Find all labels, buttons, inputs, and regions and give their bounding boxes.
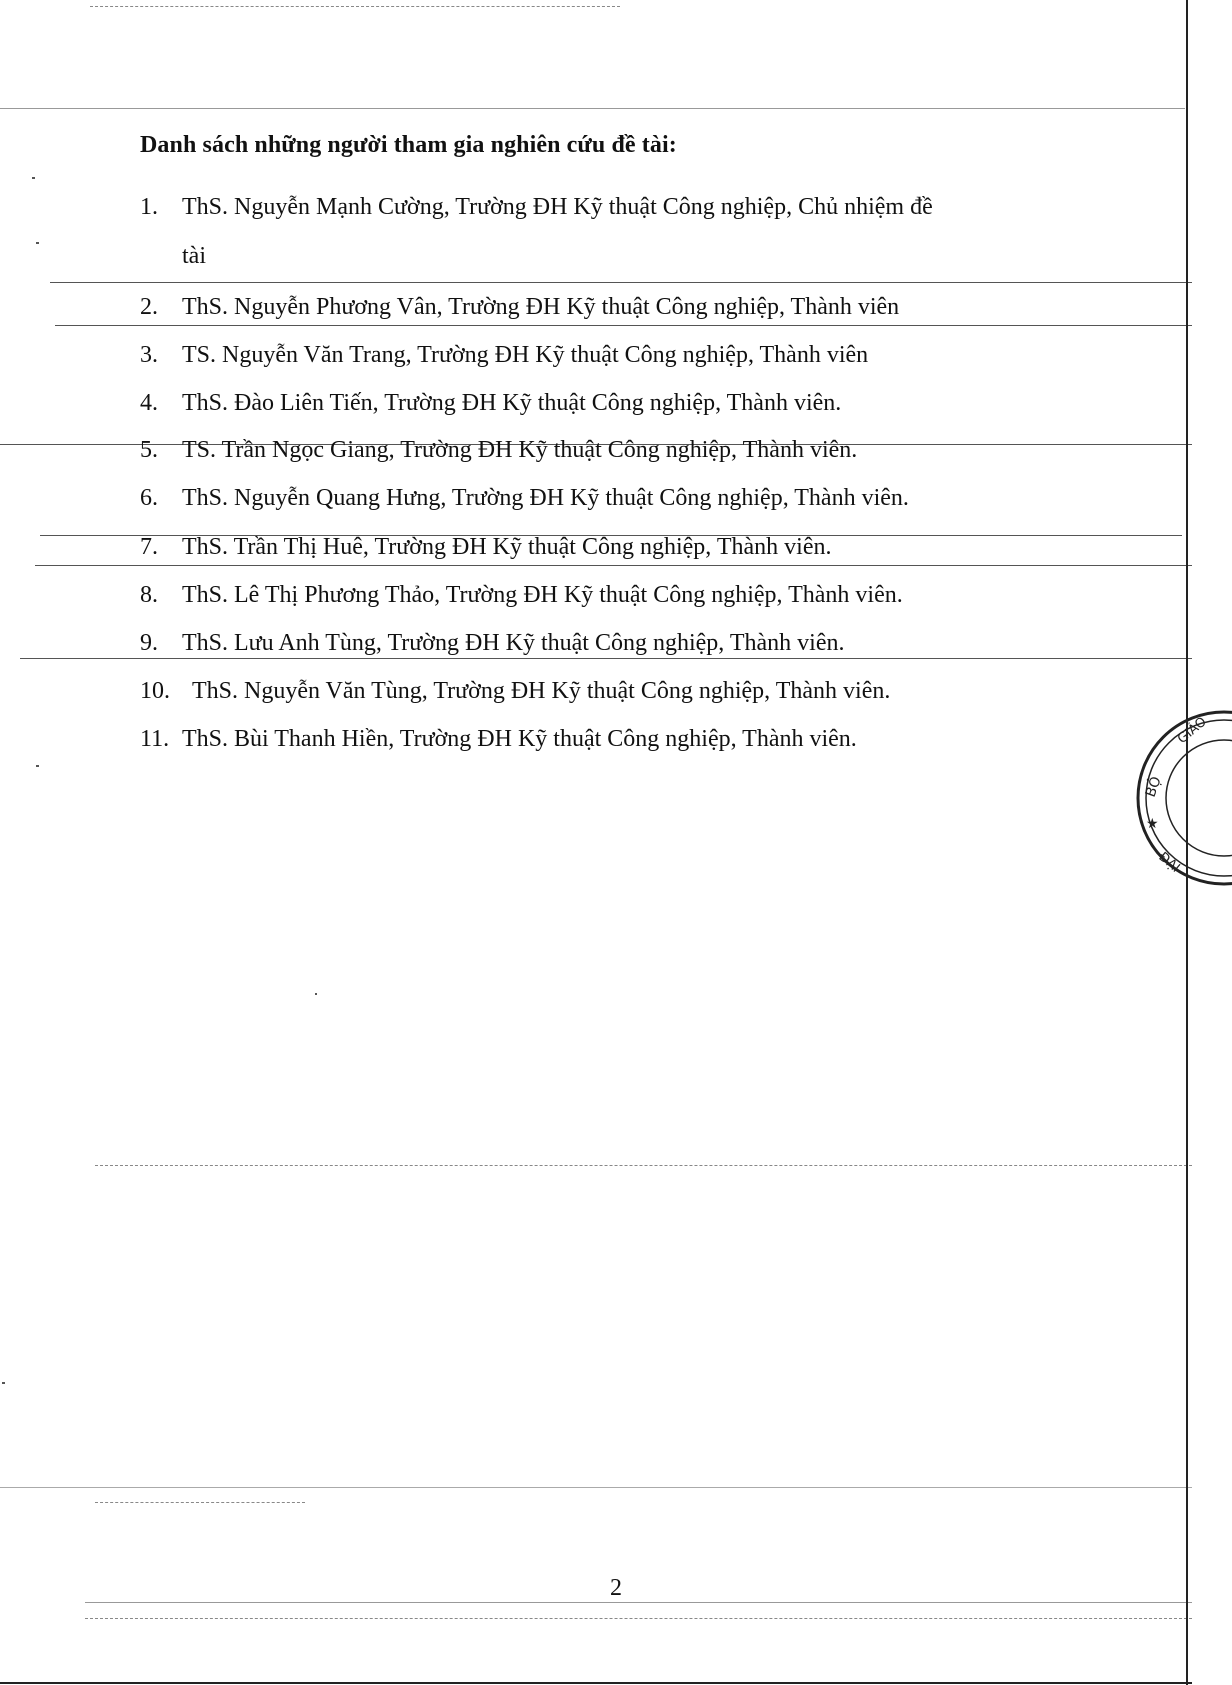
list-item: [140, 390, 841, 417]
item-text: ThS. Nguyễn Mạnh Cường, Trường ĐH Kỹ thuật Công nghiệp, Chủ nhiệm đề: [182, 194, 933, 220]
item-number: 4.: [140, 390, 158, 416]
item-continuation: tài: [182, 243, 206, 269]
scan-speck: [315, 993, 317, 995]
scan-speck: [2, 1382, 5, 1384]
item-text: ThS. Nguyễn Phương Vân, Trường ĐH Kỹ thuật Công nghiệp, Thành viên: [182, 294, 900, 320]
scan-line: [0, 1487, 1192, 1488]
item-text: ThS. Bùi Thanh Hiền, Trường ĐH Kỹ thuật Công nghiệp, Thành viên.: [182, 726, 857, 752]
item-number: 3.: [140, 342, 158, 368]
item-number: 9.: [140, 630, 158, 656]
item-text: ThS. Lưu Anh Tùng, Trường ĐH Kỹ thuật Công nghiệp, Thành viên.: [182, 630, 845, 656]
list-item: [140, 342, 868, 369]
scan-line: [95, 1502, 305, 1503]
list-item: [140, 582, 903, 609]
scan-line: [20, 658, 1192, 659]
scan-line: [50, 282, 1192, 283]
item-text: ThS. Trần Thị Huê, Trường ĐH Kỹ thuật Công nghiệp, Thành viên.: [182, 534, 832, 560]
scan-line: [85, 1618, 1192, 1619]
scan-line: [0, 108, 1185, 109]
item-number: 7.: [140, 534, 158, 560]
item-number: 2.: [140, 294, 158, 320]
list-item: [140, 534, 832, 561]
item-text: ThS. Lê Thị Phương Thảo, Trường ĐH Kỹ thuật Công nghiệp, Thành viên.: [182, 582, 903, 608]
svg-text:★: ★: [1146, 816, 1159, 832]
item-number: 6.: [140, 485, 158, 511]
item-number: 11.: [140, 726, 170, 752]
scan-speck: [36, 242, 39, 244]
item-text: ThS. Nguyễn Văn Tùng, Trường ĐH Kỹ thuật Công nghiệp, Thành viên.: [192, 678, 891, 704]
item-text: ThS. Đào Liên Tiến, Trường ĐH Kỹ thuật Công nghiệp, Thành viên.: [182, 390, 842, 416]
official-seal-icon: [1132, 708, 1222, 888]
item-number: 10.: [140, 678, 170, 704]
svg-text:GIÁO: GIÁO: [1174, 714, 1210, 748]
scan-speck: [32, 177, 35, 179]
item-number: 1.: [140, 194, 158, 220]
list-item: [140, 194, 933, 221]
item-text: TS. Nguyễn Văn Trang, Trường ĐH Kỹ thuật Công nghiệp, Thành viên: [182, 342, 869, 368]
list-item: [140, 485, 909, 512]
scan-line: [95, 1165, 1192, 1166]
section-heading: Danh sách những người tham gia nghiên cứu đề tài:: [140, 132, 677, 158]
scan-line: [90, 6, 620, 7]
list-item: [140, 294, 899, 321]
scan-speck: [36, 765, 39, 767]
list-item: [140, 726, 857, 753]
item-number: 5.: [140, 437, 158, 463]
list-item: [140, 437, 857, 464]
list-item: [140, 678, 890, 705]
scan-line: [85, 1602, 1192, 1603]
item-number: 8.: [140, 582, 158, 608]
item-text: ThS. Nguyễn Quang Hưng, Trường ĐH Kỹ thuật Công nghiệp, Thành viên.: [182, 485, 909, 511]
svg-text:BỘ: BỘ: [1142, 774, 1165, 800]
svg-text:ĐẠI: ĐẠI: [1155, 849, 1183, 876]
scan-line: [0, 1682, 1192, 1684]
item-text: TS. Trần Ngọc Giang, Trường ĐH Kỹ thuật Công nghiệp, Thành viên.: [182, 437, 858, 463]
page-number: 2: [610, 1575, 622, 1601]
list-item: [140, 630, 845, 657]
scan-line: [55, 325, 1192, 326]
scan-line: [35, 565, 1192, 566]
